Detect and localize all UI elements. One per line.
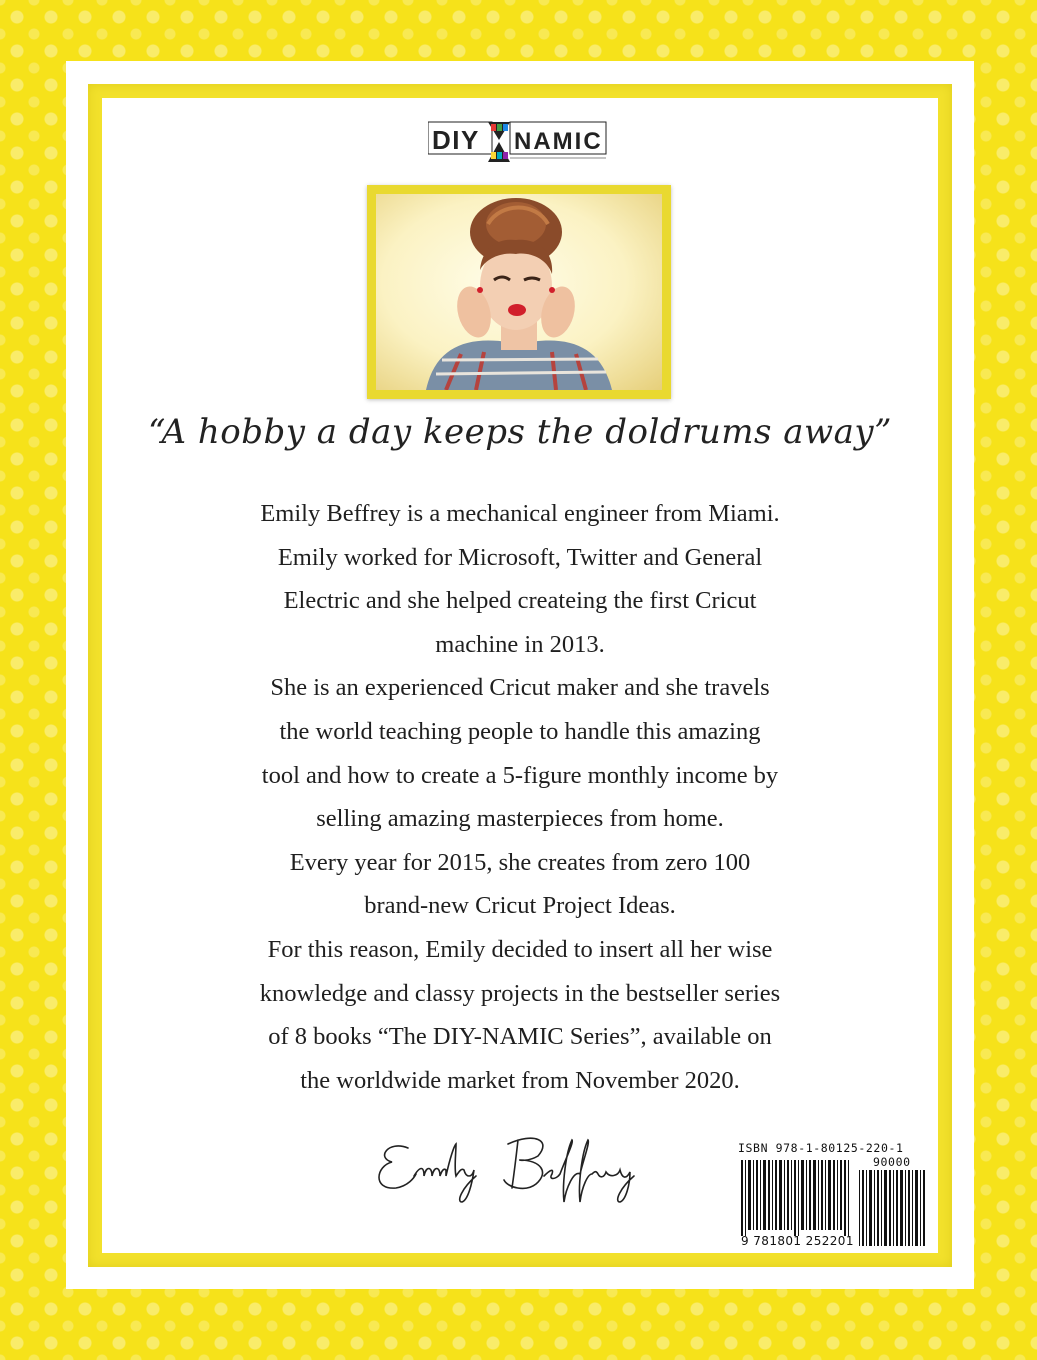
bio-line: Emily Beffrey is a mechanical engineer from Miami. xyxy=(260,500,780,527)
author-portrait-icon xyxy=(376,194,662,390)
author-bio xyxy=(190,492,850,1102)
bio-line: brand-new Cricut Project Ideas. xyxy=(364,892,676,920)
ean-number: 9 781801 252201 xyxy=(741,1234,854,1248)
addon-number: 90000 xyxy=(873,1155,911,1169)
tagline-quote: “A hobby a day keeps the doldrums away” xyxy=(147,412,892,452)
bio-line: selling amazing masterpieces from home. xyxy=(316,805,724,833)
bio-line: of 8 books “The DIY-NAMIC Series”, available on xyxy=(268,1023,772,1051)
author-photo-frame xyxy=(367,185,671,399)
isbn-barcode xyxy=(733,1140,933,1252)
bio-line: machine in 2013. xyxy=(435,630,605,658)
bio-line: Emily worked for Microsoft, Twitter and General xyxy=(277,543,763,571)
author-signature xyxy=(368,1118,668,1208)
bio-line: knowledge and classy projects in the bestseller series xyxy=(259,979,781,1007)
bio-line: For this reason, Emily decided to insert all her wise xyxy=(267,935,773,963)
bio-line: the world teaching people to handle this amazing xyxy=(279,717,761,745)
bio-line: Every year for 2015, she creates from zero 100 xyxy=(289,848,751,876)
bio-line: the worldwide market from November 2020. xyxy=(300,1066,740,1094)
diy-namic-logo-icon xyxy=(428,118,608,164)
logo-left-text: DIY xyxy=(432,125,480,155)
bio-line: tool and how to create a 5-figure monthly income by xyxy=(261,761,779,789)
logo-right-text: NAMIC xyxy=(514,128,603,155)
isbn-label: ISBN 978-1-80125-220-1 xyxy=(738,1141,904,1155)
bio-line: Electric and she helped createing the first Cricut xyxy=(283,587,757,615)
bio-line: She is an experienced Cricut maker and she travels xyxy=(270,674,770,702)
